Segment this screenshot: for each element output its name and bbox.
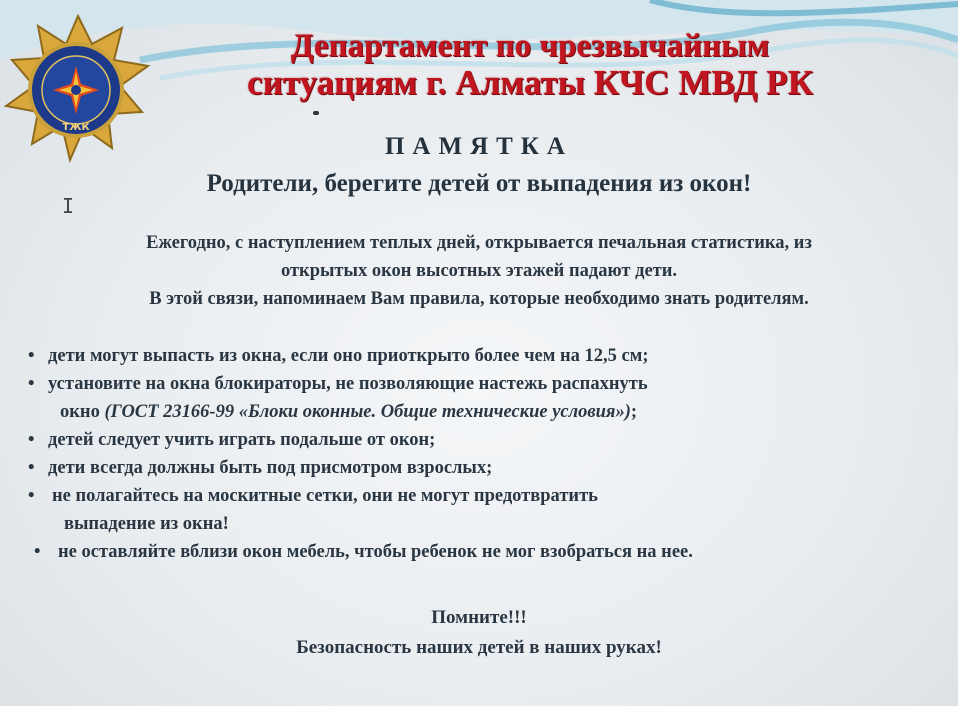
intro-line: В этой связи, напоминаем Вам правила, которые необходимо знать родителям.	[149, 289, 809, 309]
bullet-icon: •	[28, 430, 35, 450]
bullet-icon: •	[28, 346, 35, 366]
rule-text: дети могут выпасть из окна, если оно приоткрыто более чем на 12,5 см;	[48, 346, 649, 366]
rule-item	[28, 538, 928, 566]
rule-item	[28, 342, 928, 370]
bullet-icon: •	[28, 486, 35, 506]
footer	[0, 603, 958, 663]
bullet-icon: •	[34, 542, 41, 562]
footer-slogan: Безопасность наших детей в наших руках!	[296, 637, 662, 658]
rule-text: дети всегда должны быть под присмотром взрослых;	[48, 458, 493, 478]
rule-text: ;	[630, 402, 638, 422]
rule-item	[28, 426, 928, 454]
department-title-line2: ситуациям г. Алматы КЧС МВД РК	[247, 63, 813, 102]
bullet-icon: •	[28, 458, 35, 478]
rule-text: детей следует учить играть подальше от окон;	[48, 430, 436, 450]
rule-text: не оставляйте вблизи окон мебель, чтобы ребенок не мог взобраться на нее.	[58, 542, 693, 562]
speck-mark	[313, 111, 319, 115]
rule-item	[28, 370, 928, 426]
rule-continuation	[48, 398, 928, 426]
intro-line: открытых окон высотных этажей падают дети.	[280, 261, 678, 281]
footer-remember: Помните!!!	[431, 607, 527, 628]
department-title-line1: Департамент по чрезвычайным	[290, 28, 770, 64]
memo-subtitle: Родители, берегите детей от выпадения из окон!	[206, 170, 752, 197]
emblem-text: ТЖК	[62, 122, 90, 133]
rule-text: окно	[60, 402, 105, 422]
text-cursor-icon: I	[62, 194, 75, 218]
intro-line: Ежегодно, с наступлением теплых дней, открывается печальная статистика, из	[146, 233, 812, 253]
rule-item	[28, 482, 928, 538]
gost-reference: (ГОСТ 23166-99 «Блоки оконные. Общие технические условия»)	[104, 402, 631, 422]
rule-item	[28, 454, 928, 482]
memo-title: ПАМЯТКА	[384, 133, 573, 160]
intro-paragraph	[0, 229, 958, 313]
rule-continuation: выпадение из окна!	[64, 514, 229, 534]
rule-text: установите на окна блокираторы, не позволяющие настежь распахнуть	[48, 374, 648, 394]
rule-text: не полагайтесь на москитные сетки, они не могут предотвратить	[52, 486, 598, 506]
bullet-icon: •	[28, 374, 35, 394]
rules-list	[28, 342, 928, 566]
